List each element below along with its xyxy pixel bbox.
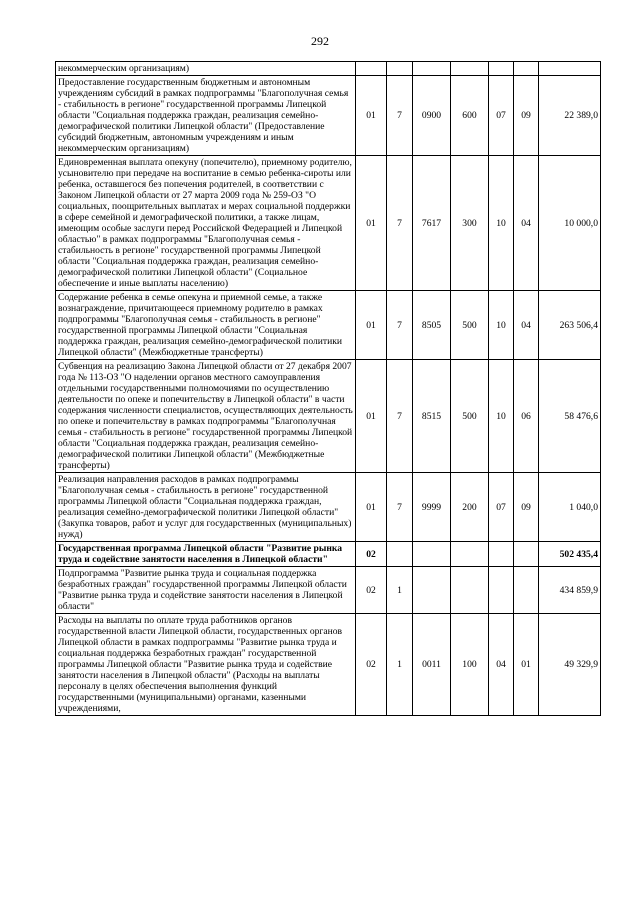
amount-cell: 434 859,9	[539, 567, 601, 614]
subsection-code: 04	[514, 156, 539, 291]
expense-type-code: 600	[451, 76, 489, 156]
program-code: 01	[356, 156, 387, 291]
subsection-code	[514, 567, 539, 614]
expense-type-code	[451, 567, 489, 614]
section-code	[489, 542, 514, 567]
program-code: 01	[356, 473, 387, 542]
amount-cell: 1 040,0	[539, 473, 601, 542]
direction-code	[413, 567, 451, 614]
expense-type-code: 500	[451, 291, 489, 360]
expense-type-code: 300	[451, 156, 489, 291]
direction-code: 0011	[413, 614, 451, 716]
section-code: 10	[489, 291, 514, 360]
direction-code	[413, 62, 451, 76]
subprogram-code: 7	[387, 360, 413, 473]
direction-code: 8505	[413, 291, 451, 360]
subsection-code: 01	[514, 614, 539, 716]
subsection-code	[514, 542, 539, 567]
amount-cell: 49 329,9	[539, 614, 601, 716]
amount-cell: 502 435,4	[539, 542, 601, 567]
subprogram-code: 7	[387, 156, 413, 291]
subprogram-code: 7	[387, 473, 413, 542]
section-code: 04	[489, 614, 514, 716]
row-description: Единовременная выплата опекуну (попечителю), приемному родителю, усыновителю при передаче на воспитание в семью ребенка-сироты или ребенка, оставшегося без попечения родителей, в соответствии с Законом Липецкой области от 27 марта 2009 года № 259-ОЗ "О социальных, поощрительных выплатах и мерах социальной поддержки в сфере семейной и демографической политики, а также лицам, имеющим особые заслуги перед Российской Федерацией и Липецкой областью" в рамках подпрограммы "Благополучная семья - стабильность в регионе" государственной программы Липецкой области "Социальная поддержка граждан, реализация семейно-демографической политики Липецкой области" (Социальное обеспечение и иные выплаты населению)	[56, 156, 356, 291]
program-code: 02	[356, 542, 387, 567]
budget-table	[55, 61, 601, 716]
expense-type-code: 200	[451, 473, 489, 542]
row-description: Субвенция на реализацию Закона Липецкой области от 27 декабря 2007 года № 113-ОЗ "О наделении органов местного самоуправления отдельными государственными полномочиями по осуществлению деятельности по опеке и попечительству в Липецкой области" в части содержания численности специалистов, осуществляющих деятельность по опеке и попечительству в рамках подпрограммы "Благополучная семья - стабильность в регионе" государственной программы Липецкой области "Социальная поддержка граждан, реализация семейно-демографической политики Липецкой области" (Межбюджетные трансферты)	[56, 360, 356, 473]
table-row	[56, 473, 601, 542]
row-description: Государственная программа Липецкой области "Развитие рынка труда и содействие занятости населения в Липецкой области"	[56, 542, 356, 567]
expense-type-code	[451, 62, 489, 76]
table-row	[56, 156, 601, 291]
row-description: некоммерческим организациям)	[56, 62, 356, 76]
subsection-code	[514, 62, 539, 76]
program-code: 02	[356, 567, 387, 614]
subsection-code: 06	[514, 360, 539, 473]
expense-type-code	[451, 542, 489, 567]
program-code: 01	[356, 291, 387, 360]
program-code	[356, 62, 387, 76]
amount-cell: 10 000,0	[539, 156, 601, 291]
section-code	[489, 62, 514, 76]
direction-code: 0900	[413, 76, 451, 156]
subsection-code: 09	[514, 76, 539, 156]
amount-cell: 22 389,0	[539, 76, 601, 156]
subprogram-code: 7	[387, 76, 413, 156]
subsection-code: 04	[514, 291, 539, 360]
table-row	[56, 360, 601, 473]
subprogram-code: 7	[387, 291, 413, 360]
direction-code: 8515	[413, 360, 451, 473]
subprogram-code: 1	[387, 567, 413, 614]
row-description: Предоставление государственным бюджетным и автономным учреждениям субсидий в рамках подпрограммы "Благополучная семья - стабильность в регионе" государственной программы Липецкой области "Социальная поддержка граждан, реализация семейно-демографической политики Липецкой области" (Предоставление субсидий бюджетным, автономным учреждениям и иным некоммерческим организациям)	[56, 76, 356, 156]
row-description: Содержание ребенка в семье опекуна и приемной семье, а также вознаграждение, причитающееся приемному родителю в рамках подпрограммы "Благополучная семья - стабильность в регионе" государственной программы Липецкой области "Социальная поддержка граждан, реализация семейно-демографической политики Липецкой области" (Межбюджетные трансферты)	[56, 291, 356, 360]
program-code: 01	[356, 76, 387, 156]
subprogram-code	[387, 62, 413, 76]
section-code: 10	[489, 156, 514, 291]
table-row	[56, 542, 601, 567]
program-code: 02	[356, 614, 387, 716]
amount-cell: 58 476,6	[539, 360, 601, 473]
row-description: Подпрограмма "Развитие рынка труда и социальная поддержка безработных граждан" государственной программы Липецкой области "Развитие рынка труда и содействие занятости населения в Липецкой области"	[56, 567, 356, 614]
amount-cell: 263 506,4	[539, 291, 601, 360]
section-code	[489, 567, 514, 614]
section-code: 07	[489, 473, 514, 542]
table-row	[56, 567, 601, 614]
subprogram-code	[387, 542, 413, 567]
expense-type-code: 500	[451, 360, 489, 473]
subsection-code: 09	[514, 473, 539, 542]
direction-code: 7617	[413, 156, 451, 291]
table-row	[56, 614, 601, 716]
expense-type-code: 100	[451, 614, 489, 716]
amount-cell	[539, 62, 601, 76]
table-row	[56, 76, 601, 156]
section-code: 10	[489, 360, 514, 473]
table-row	[56, 291, 601, 360]
row-description: Расходы на выплаты по оплате труда работников органов государственной власти Липецкой области, государственных органов Липецкой области в рамках подпрограммы "Развитие рынка труда и социальная поддержка безработных граждан" государственной программы Липецкой области "Развитие рынка труда и содействие занятости населения в Липецкой области" (Расходы на выплаты персоналу в целях обеспечения выполнения функций государственными (муниципальными) органами, казенными учреждениями,	[56, 614, 356, 716]
table-row	[56, 62, 601, 76]
direction-code	[413, 542, 451, 567]
row-description: Реализация направления расходов в рамках подпрограммы "Благополучная семья - стабильность в регионе" государственной программы Липецкой области "Социальная поддержка граждан, реализация семейно-демографической политики Липецкой области" (Закупка товаров, работ и услуг для государственных (муниципальных) нужд)	[56, 473, 356, 542]
direction-code: 9999	[413, 473, 451, 542]
page-number: 292	[311, 34, 329, 48]
subprogram-code: 1	[387, 614, 413, 716]
section-code: 07	[489, 76, 514, 156]
program-code: 01	[356, 360, 387, 473]
